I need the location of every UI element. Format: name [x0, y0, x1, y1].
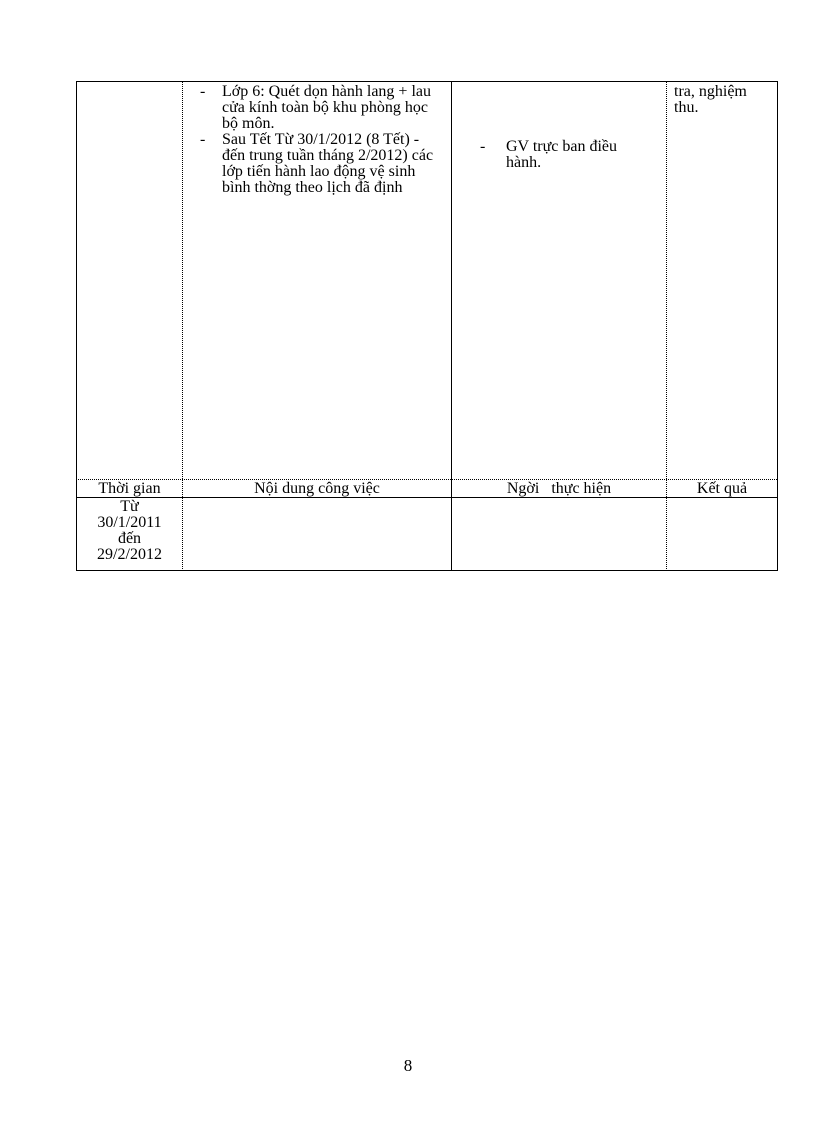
header-result: Kết quả [696, 480, 748, 497]
time-line-2: 30/1/2011 [97, 514, 162, 531]
time-line-3: đến [117, 530, 142, 547]
header-content: Nội dung công việc [254, 480, 380, 497]
performer-list [480, 138, 646, 171]
table-left-border [76, 81, 77, 571]
result-text: tra, nghiệm thu. [674, 83, 747, 116]
time-line-1: Từ [120, 498, 139, 515]
list-item [200, 83, 442, 132]
content-item-1: Lớp 6: Quét dọn hành lang + lau cửa kính toàn bộ khu phòng học bộ môn. [222, 83, 431, 132]
dash-bullet: - [200, 83, 206, 100]
table-right-border [777, 81, 778, 571]
column-divider-3 [666, 81, 667, 571]
dash-bullet: - [200, 131, 206, 148]
content-list [200, 83, 442, 196]
time-line-4: 29/2/2012 [97, 546, 162, 563]
time-cell-bottom [77, 499, 182, 563]
page-number: 8 [403, 1056, 413, 1075]
header-performer: Ngời thực hiện [506, 480, 612, 497]
performer-item-1: GV trực ban điều hành. [506, 138, 618, 171]
content-cell-top [200, 83, 442, 196]
column-divider-2 [451, 81, 452, 571]
list-item [200, 131, 442, 196]
list-item [480, 138, 646, 171]
result-cell-top [674, 84, 774, 116]
performer-cell-top [480, 138, 646, 171]
column-divider-1 [182, 81, 183, 571]
dash-bullet: - [480, 138, 486, 155]
header-time: Thời gian [98, 480, 161, 497]
content-item-2: Sau Tết Từ 30/1/2012 (8 Tết) - đến trung tuần tháng 2/2012) các lớp tiến hành lao động vệ sinh bình thờng theo lịch đã định [222, 131, 434, 196]
